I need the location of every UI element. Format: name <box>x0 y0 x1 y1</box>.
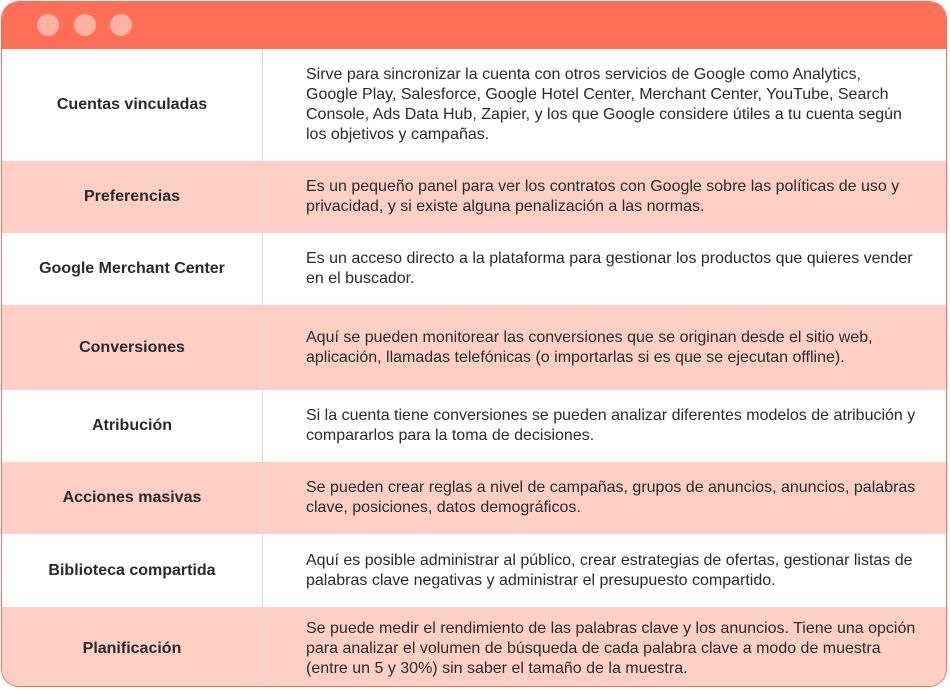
row-term: Conversiones <box>2 305 263 390</box>
maximize-dot[interactable] <box>110 14 132 36</box>
table-row <box>2 49 946 161</box>
row-term: Google Merchant Center <box>2 233 263 305</box>
features-table <box>2 49 946 687</box>
table-row <box>2 161 946 233</box>
row-description: Es un acceso directo a la plataforma para gestionar los productos que quieres vender en el buscador. <box>306 250 913 287</box>
row-term: Cuentas vinculadas <box>2 49 263 161</box>
row-description: Aquí se pueden monitorear las conversiones que se originan desde el sitio web, aplicación, llamadas telefónicas (o importarlas si es que se ejecutan offline). <box>306 328 873 366</box>
row-description: Se puede medir el rendimiento de las palabras clave y los anuncios. Tiene una opción para analizar el volumen de búsqueda de cada palabra clave a modo de muestra (entre un 5 y 30%) sin saber el tamaño de la muestra. <box>306 619 916 677</box>
table-row <box>2 462 946 534</box>
table-row <box>2 534 946 607</box>
row-term: Planificación <box>2 607 263 687</box>
row-term: Acciones masivas <box>2 462 263 534</box>
close-dot[interactable] <box>37 14 59 36</box>
row-term: Atribución <box>2 390 263 462</box>
row-term: Preferencias <box>2 161 263 233</box>
title-bar <box>2 2 946 49</box>
table-row <box>2 305 946 390</box>
table-row <box>2 607 946 687</box>
row-description: Sirve para sincronizar la cuenta con otros servicios de Google como Analytics, Google Play, Salesforce, Google Hotel Center, Merchant Center, YouTube, Search Console, Ads Data Hub, Zapier, y los que Google considere útiles a tu cuenta según los objetivos y campañas. <box>306 66 902 143</box>
row-description: Es un pequeño panel para ver los contratos con Google sobre las políticas de uso y privacidad, y si existe alguna penalización a las normas. <box>306 178 900 215</box>
row-description: Aquí es posible administrar al público, crear estrategias de ofertas, gestionar listas de palabras clave negativas y administrar el presupuesto compartido. <box>306 551 913 589</box>
row-term: Biblioteca compartida <box>2 534 263 607</box>
minimize-dot[interactable] <box>74 14 96 36</box>
table-row <box>2 233 946 305</box>
browser-window <box>1 1 947 687</box>
row-description: Si la cuenta tiene conversiones se pueden analizar diferentes modelos de atribución y compararlos para la toma de decisiones. <box>306 407 916 444</box>
table-row <box>2 390 946 462</box>
row-description: Se pueden crear reglas a nivel de campañas, grupos de anuncios, anuncios, palabras clave, posiciones, datos demográficos. <box>306 479 916 516</box>
